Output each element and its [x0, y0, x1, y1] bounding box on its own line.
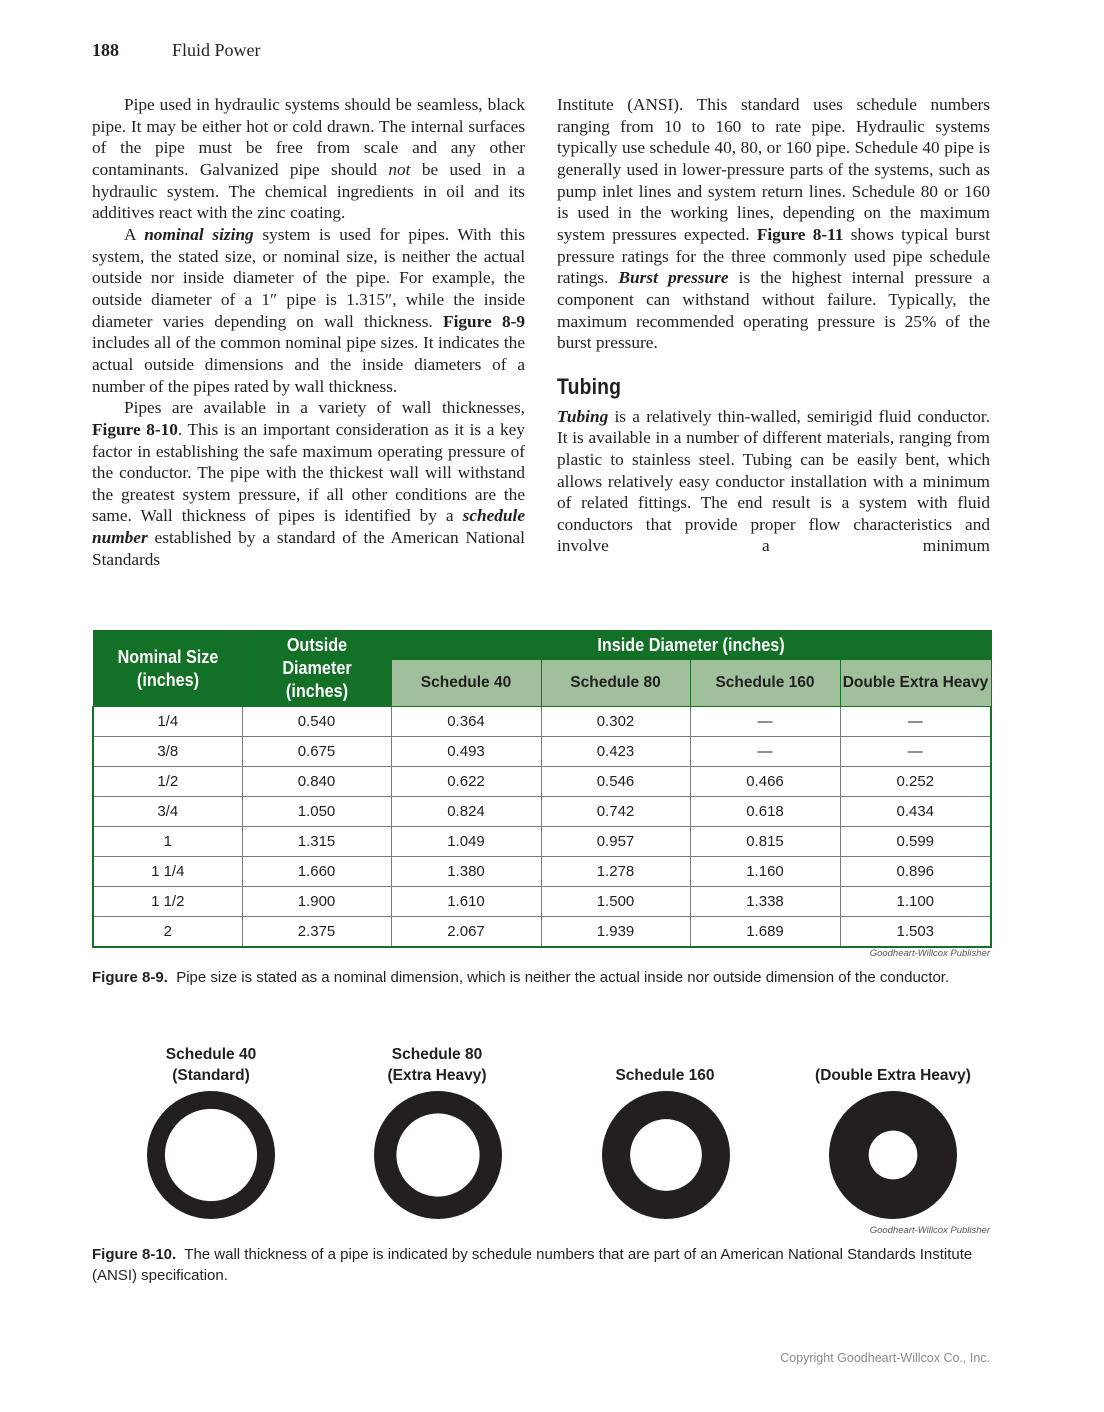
- paragraph: Pipes are available in a variety of wall thicknesses, Figure 8-10. This is an important consideration as it is a key factor in establishing the safe maximum operating pressure of the conductor. The pipe with the thickest wall will withstand the greatest system pressure, if all other conditions are the same. Wall thickness of pipes is identified by a schedule number established by a standard of the American National Standards: [92, 398, 525, 569]
- table-cell: 2.375: [242, 917, 391, 948]
- table-cell: —: [690, 707, 840, 737]
- subheader-schedule-160: Schedule 160: [690, 660, 840, 707]
- table-row: [93, 707, 991, 737]
- left-column: [92, 94, 525, 570]
- pipe-bore: [869, 1131, 918, 1180]
- table-cell: 1.050: [242, 797, 391, 827]
- table-cell: 1.160: [690, 857, 840, 887]
- pipe-ring-schedule-80: [373, 1090, 503, 1220]
- table-body: [93, 707, 991, 948]
- table-cell: 1.689: [690, 917, 840, 948]
- table-cell: 1.610: [391, 887, 541, 917]
- figure-8-9-caption: [92, 968, 992, 989]
- table-cell: 2.067: [391, 917, 541, 948]
- book-title: Fluid Power: [172, 40, 261, 60]
- table-cell: 2: [93, 917, 242, 948]
- table-row: [93, 767, 991, 797]
- table-cell: —: [840, 737, 991, 767]
- table-row: [93, 887, 991, 917]
- table-cell: 3/4: [93, 797, 242, 827]
- table-row: [93, 797, 991, 827]
- figure-credit: Goodheart-Willcox Publisher: [869, 948, 990, 959]
- table-cell: 1.900: [242, 887, 391, 917]
- caption-text: The wall thickness of a pipe is indicated by schedule numbers that are part of an American National Standards Institute (ANSI) specification.: [92, 1246, 973, 1284]
- caption-label: Figure 8-9.: [92, 969, 168, 986]
- table-cell: 0.599: [840, 827, 991, 857]
- table-cell: 0.957: [541, 827, 690, 857]
- right-column: [557, 94, 990, 557]
- ring-label-double-extra-heavy: (Double Extra Heavy): [815, 1066, 971, 1084]
- table-cell: 0.493: [391, 737, 541, 767]
- caption-text: Pipe size is stated as a nominal dimension, which is neither the actual inside nor outside dimension of the conductor.: [176, 969, 950, 986]
- table-cell: —: [840, 707, 991, 737]
- table-cell: 1.049: [391, 827, 541, 857]
- table-cell: 1.278: [541, 857, 690, 887]
- table-cell: 1/4: [93, 707, 242, 737]
- section-heading: Tubing: [557, 373, 622, 399]
- pipe-ring-schedule-40: [146, 1090, 276, 1220]
- paragraph: Institute (ANSI). This standard uses schedule numbers ranging from 10 to 160 to rate pipe. Hydraulic systems typically use schedule 40, 80, or 160 pipe. Schedule 40 pipe is generally used in lower-pressure parts of the systems, such as pump inlet lines and system return lines. Schedule 80 or 160 is used in the working lines, depending on the maximum system pressures expected. Figure 8-11 shows typical burst pressure ratings for the three commonly used pipe schedule ratings. Burst pressure is the highest internal pressure a component can withstand without failure. Typically, the maximum recommended operating pressure is 25% of the burst pressure.: [557, 95, 991, 353]
- table-cell: 1.500: [541, 887, 690, 917]
- table-cell: 1/2: [93, 767, 242, 797]
- table-cell: 0.742: [541, 797, 690, 827]
- ring-label-schedule-160: Schedule 160: [615, 1066, 715, 1084]
- table-cell: 1: [93, 827, 242, 857]
- page-number: 188: [92, 40, 119, 60]
- table-cell: 0.675: [242, 737, 391, 767]
- subheader-schedule-80: Schedule 80: [541, 660, 690, 707]
- ring-label-schedule-40: Schedule 40 (Standard): [165, 1046, 257, 1084]
- table-row: [93, 917, 991, 948]
- table-cell: 0.824: [391, 797, 541, 827]
- table-cell: 1 1/4: [93, 857, 242, 887]
- figure-credit: Goodheart-Willcox Publisher: [869, 1225, 990, 1236]
- table-cell: —: [690, 737, 840, 767]
- table-row: [93, 737, 991, 767]
- table-cell: 0.364: [391, 707, 541, 737]
- header-nominal-size: Nominal Size (inches): [93, 631, 242, 707]
- table-cell: 1 1/2: [93, 887, 242, 917]
- caption-label: Figure 8-10.: [92, 1246, 177, 1263]
- page-header: [92, 40, 261, 61]
- table-cell: 0.252: [840, 767, 991, 797]
- pipe-size-table: [92, 630, 992, 948]
- pipe-bore: [396, 1113, 479, 1196]
- table-cell: 1.100: [840, 887, 991, 917]
- table-cell: 0.540: [242, 707, 391, 737]
- table-cell: 1.503: [840, 917, 991, 948]
- header-inside-diameter: Inside Diameter (inches): [391, 631, 991, 660]
- table-cell: 1.380: [391, 857, 541, 887]
- pipe-ring-schedule-160: [601, 1090, 731, 1220]
- table-cell: 0.622: [391, 767, 541, 797]
- table-cell: 0.896: [840, 857, 991, 887]
- table-row: [93, 827, 991, 857]
- pipe-ring-double-extra-heavy: [828, 1090, 958, 1220]
- table-row: [93, 857, 991, 887]
- paragraph: A nominal sizing system is used for pipes. With this system, the stated size, or nominal size, is neither the actual outside nor inside diameter of the pipe. For example, the outside diameter of a 1″ pipe is 1.315″, while the inside diameter varies depending on wall thickness. Figure 8-9 includes all of the common nominal pipe sizes. It indicates the actual outside dimensions and the inside diameters of a number of the pipes rated by wall thickness.: [92, 224, 525, 396]
- table-cell: 0.815: [690, 827, 840, 857]
- subheader-double-extra-heavy: Double Extra Heavy: [840, 660, 991, 707]
- table-cell: 1.315: [242, 827, 391, 857]
- header-outside-diameter: Outside Diameter (inches): [242, 631, 391, 707]
- paragraph: Pipe used in hydraulic systems should be seamless, black pipe. It may be either hot or cold drawn. The internal surfaces of the pipe must be free from scale and any other contaminants. Galvanized pipe should not be used in a hydraulic system. The chemical ingredients in oil and its additives react with the zinc coating.: [92, 95, 525, 223]
- subheader-schedule-40: Schedule 40: [391, 660, 541, 707]
- paragraph: Tubing is a relatively thin-walled, semirigid fluid conductor. It is available in a number of different materials, ranging from plastic to stainless steel. Tubing can be easily bent, which allows relatively easy conductor installation with a minimum of related fittings. The end result is a system with fluid conductors that provide proper flow characteristics and involve a minimum: [557, 406, 990, 556]
- pipe-bore: [630, 1119, 702, 1191]
- table-cell: 0.618: [690, 797, 840, 827]
- pipe-bore: [165, 1109, 257, 1201]
- table-cell: 1.338: [690, 887, 840, 917]
- table-cell: 0.302: [541, 707, 690, 737]
- table-cell: 1.660: [242, 857, 391, 887]
- table-cell: 1.939: [541, 917, 690, 948]
- table-cell: 0.546: [541, 767, 690, 797]
- table-cell: 0.840: [242, 767, 391, 797]
- figure-8-10-caption: [92, 1245, 992, 1286]
- table-cell: 0.434: [840, 797, 991, 827]
- copyright-notice: Copyright Goodheart-Willcox Co., Inc.: [780, 1351, 990, 1365]
- table-cell: 3/8: [93, 737, 242, 767]
- table-cell: 0.466: [690, 767, 840, 797]
- table-cell: 0.423: [541, 737, 690, 767]
- ring-label-schedule-80: Schedule 80 (Extra Heavy): [387, 1046, 487, 1084]
